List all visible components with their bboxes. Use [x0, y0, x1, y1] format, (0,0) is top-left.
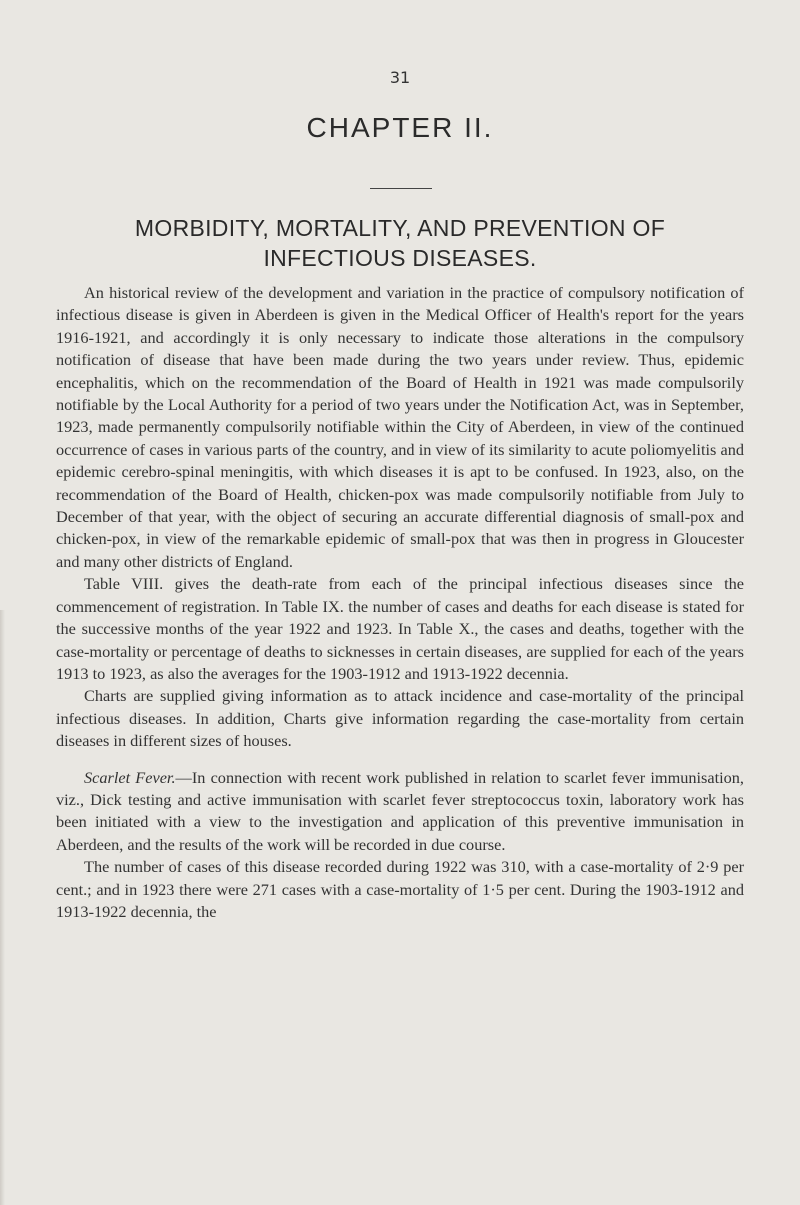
paragraph-tables: Table VIII. gives the death-rate from each of the principal infectious diseases since the commencement of registration. In Table IX. the number of cases and deaths for each disease is stated for the successive months of the year 1922 and 1923. In Table X., the cases and deaths, together with the case-mortality or percentage of deaths to sicknesses in certain diseases, are supplied for each of the years 1913 to 1923, as also the averages for the 1903-1912 and 1913-1922 decennia.	[56, 574, 744, 683]
paragraph-charts: Charts are supplied giving information as to attack incidence and case-mortality of the principal infectious diseases. In addition, Charts give information regarding the case-mortality from certain diseases in different sizes of houses.	[56, 686, 744, 751]
scarlet-fever-text: —In connection with recent work published in relation to scarlet fever immunisation, viz., Dick testing and active immunisation with scarlet fever streptococcus toxin, laboratory work has been initiated with a view to the investigation and application of this preventive immunisation in Aberdeen, and the results of the work will be recorded in due course.	[56, 767, 745, 854]
chapter-title	[40, 213, 760, 273]
binding-shadow	[0, 610, 5, 1205]
chapter-heading: CHAPTER II.	[306, 112, 494, 143]
scarlet-fever-heading: Scarlet Fever.	[84, 767, 176, 787]
chapter-title-line-2: INFECTIOUS DISEASES.	[263, 245, 537, 271]
heading-divider	[370, 188, 432, 189]
paragraph-scarlet-fever	[56, 767, 744, 857]
paragraph-notification-history: An historical review of the development and variation in the practice of compulsory notification of infectious disease is given in Aberdeen is given in the Medical Officer of Health's report for the years 1916-1921, and accordingly it is only necessary to indicate those alterations in the compulsory notification of disease that have been made during the two years under review. Thus, epidemic encephalitis, which on the recommendation of the Board of Health in 1921 was made compulsorily notifiable by the Local Authority for a period of two years under the Notification Act, was in September, 1923, made permanently compulsorily notifiable within the City of Aberdeen, in view of the continued occurrence of cases in various parts of the country, and in view of its similarity to acute poliomyelitis and epidemic cerebro-spinal meningitis, with which diseases it is apt to be confused. In 1923, also, on the recommendation of the Board of Health, chicken-pox was made compulsorily notifiable from July to December of that year, with the object of securing an accurate differential diagnosis of small-pox and chicken-pox, in view of the remarkable epidemic of small-pox that was then in progress in Gloucester and many other districts of England.	[56, 283, 744, 571]
page-number: 31	[389, 68, 411, 87]
paragraph-scarlet-fever-stats: The number of cases of this disease recorded during 1922 was 310, with a case-mortality of 2·9 per cent.; and in 1923 there were 271 cases with a case-mortality of 1·5 per cent. During the 1903-1912 and 1913-1922 decennia, the	[56, 857, 744, 921]
body-text	[56, 282, 744, 923]
chapter-title-line-1: MORBIDITY, MORTALITY, AND PREVENTION OF	[134, 215, 666, 241]
